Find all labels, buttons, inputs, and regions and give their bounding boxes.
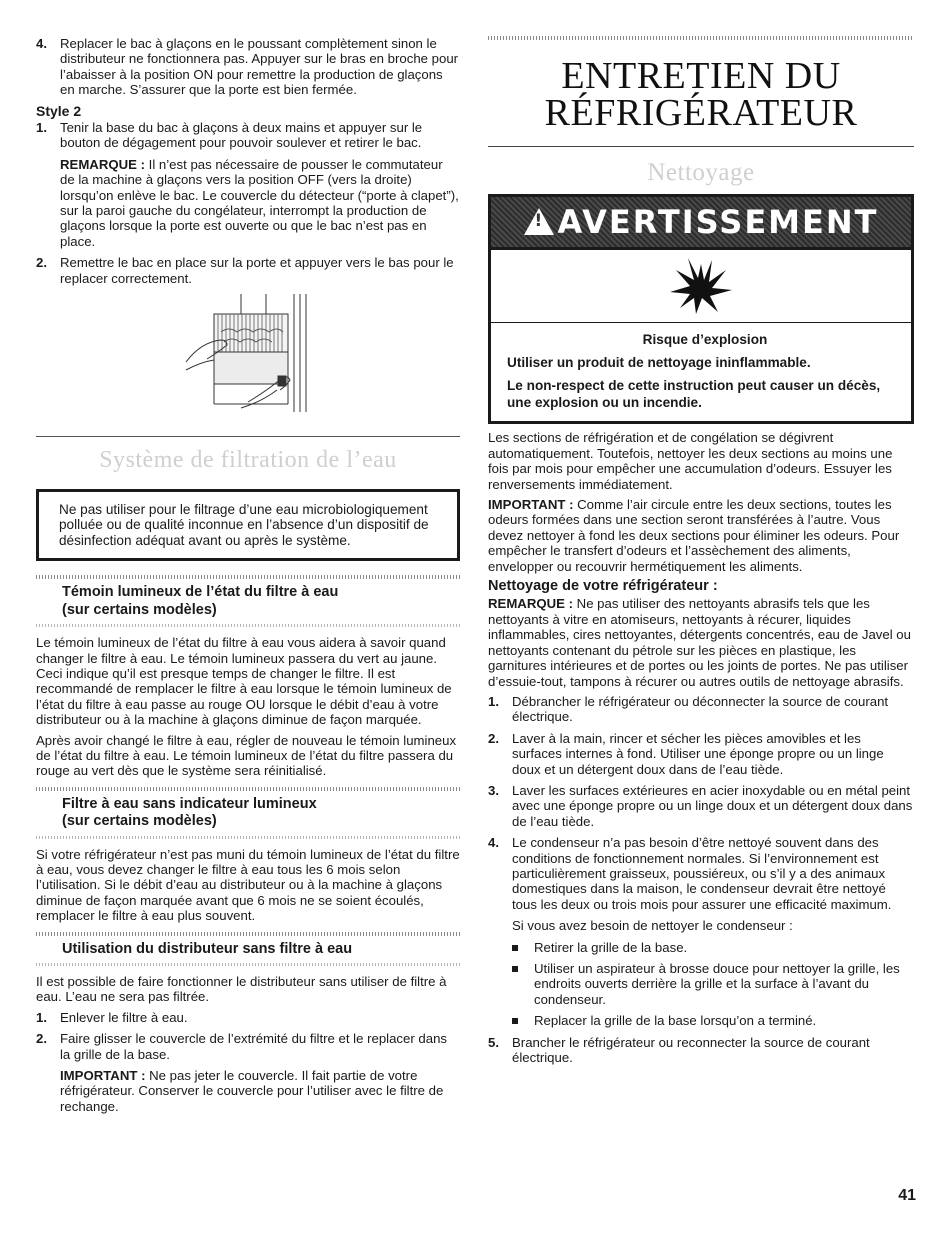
warning-body bbox=[491, 323, 911, 421]
filtration-warning-box bbox=[36, 489, 460, 562]
cleaning-step-2 bbox=[488, 731, 914, 777]
sans-subtitle: (sur certains modèles) bbox=[62, 813, 217, 830]
warning-line-2: Le non-respect de cette instruction peut causer un décès, une explosion ou un incendie. bbox=[507, 378, 881, 411]
bullet-item bbox=[488, 940, 914, 955]
remarque-text: Ne pas utiliser des nettoyants abrasifs tels que les nettoyants à vitre en atomiseurs, nettoyants à récurer, liquides inflammables, cires nettoyantes, détergents concentrés, eau de Javel ou nettoyants contenant du pétrole sur les pièces en plastique, les garnitures intérieures et de portes ou les joints de portes. Ne pas utiliser d’essuie-tout, tampons à récurer ou autres outils de nettoyage abrasifs. bbox=[488, 596, 911, 689]
step-text: Le condenseur n’a pas besoin d’être nettoyé souvent dans des conditions de fonctionnement normales. Si l’environnement est particulièrement graisseux, poussiéreux, ou s’il y a des animaux domestiques dans la maison, le condenseur devrait être nettoyé tous les deux ou trois mois pour assurer une efficacité maximum. bbox=[512, 835, 892, 912]
left-column bbox=[36, 36, 460, 1120]
step-number: 4. bbox=[36, 36, 47, 51]
remarque-label: REMARQUE : bbox=[488, 596, 573, 612]
style-2-heading: Style 2 bbox=[36, 102, 82, 119]
temoin-heading bbox=[36, 585, 460, 618]
step-text: Faire glisser le couvercle de l’extrémité du filtre et le replacer dans la grille de la base. bbox=[60, 1031, 448, 1062]
important-text: Comme l’air circule entre les deux sections, toutes les odeurs formées dans une section seront transférées à l’autre. Vous devez nettoyer à fond les deux sections pour éliminer les odeurs. Pour empêcher le transfert d’odeurs et l’assèchement des aliments, envelopper ou recouvrir hermétiquement les aliments. bbox=[488, 497, 900, 574]
title-line-2: RÉFRIGÉRATEUR bbox=[544, 92, 858, 134]
explosion-symbol bbox=[666, 256, 736, 316]
bullet-text: Utiliser un aspirateur à brosse douce pour nettoyer la grille, les endroits ouverts derrière la grille et la surface à l’avant du condenseur. bbox=[534, 961, 900, 1007]
note-text: Ne pas jeter le couvercle. Il fait partie de votre réfrigérateur. Conserver le couvercle pour l’utiliser avec le filtre de rechange. bbox=[60, 1068, 444, 1114]
warning-banner bbox=[491, 197, 911, 247]
cleaning-paragraph-2 bbox=[488, 497, 914, 574]
bullet-square-icon bbox=[512, 966, 518, 972]
bullet-text: Retirer la grille de la base. bbox=[534, 939, 688, 955]
ice-bin-drawing bbox=[36, 292, 460, 422]
step-number: 2. bbox=[36, 1031, 47, 1047]
note-label: IMPORTANT : bbox=[60, 1068, 146, 1084]
warning-line-1: Utiliser un produit de nettoyage ininflammable. bbox=[507, 355, 811, 371]
step-number: 5. bbox=[488, 1034, 499, 1050]
note-text: Il n’est pas nécessaire de pousser le commutateur de la machine à glaçons vers la position OFF (vers la droite) lorsqu’on enlève le bac. Le couvercle du détecteur (“porte à clapet”), sur la paroi gauche du congélateur, interrompt la production de glaçons lorsque la porte est ouverte ou que le bac n’est pas en place. bbox=[60, 156, 459, 249]
bullet-text: Replacer la grille de la base lorsqu’on a terminé. bbox=[534, 1013, 817, 1029]
right-column bbox=[488, 36, 914, 1071]
page-title bbox=[488, 55, 914, 134]
cleaning-step-4 bbox=[488, 835, 914, 912]
step-text: Laver les surfaces extérieures en acier inoxydable ou en métal peint avec une éponge propre ou un linge doux et un détergent doux dans de l’eau tiède. bbox=[512, 782, 913, 829]
step-number: 2. bbox=[488, 730, 499, 746]
step-number: 3. bbox=[488, 782, 499, 798]
sans-paragraph: Si votre réfrigérateur n’est pas muni du témoin lumineux de l’état du filtre à eau, vous devez changer le filtre à eau tous les 6 mois selon l’utilisation. Si le débit d’eau au distributeur ou à la machine à glaçons diminue de façon marquée avant que 6 mois ne se soient écoulés, remplacer le filtre à eau plus souvent. bbox=[36, 846, 460, 924]
bullet-item bbox=[488, 1013, 914, 1028]
note-label: REMARQUE : bbox=[60, 156, 145, 172]
sans-title: Filtre à eau sans indicateur lumineux bbox=[62, 795, 317, 812]
step-text: Débrancher le réfrigérateur ou déconnecter la source de courant électrique. bbox=[512, 693, 889, 725]
dotted-divider bbox=[36, 963, 460, 966]
step-number: 1. bbox=[36, 1009, 47, 1025]
step-number: 2. bbox=[36, 255, 47, 271]
cleaning-paragraph-1: Les sections de réfrigération et de congélation se dégivrent automatiquement. Toutefois, nettoyer les deux sections au moins une fois par mois pour empêcher une accumulation d’odeurs. Essuyer les renversements immédiatement. bbox=[488, 430, 893, 492]
dotted-divider bbox=[36, 932, 460, 936]
ice-bin-illustration bbox=[36, 292, 460, 422]
step-text: Tenir la base du bac à glaçons à deux mains et appuyer sur le bouton de dégagement pour pouvoir soulever et retirer le bac. bbox=[60, 120, 423, 151]
title-line-1: ENTRETIEN DU bbox=[561, 55, 841, 97]
explosion-icon bbox=[491, 250, 911, 322]
nettoyage-heading: Nettoyage bbox=[647, 159, 755, 186]
page-number: 41 bbox=[898, 1187, 916, 1204]
bullet-item bbox=[488, 961, 914, 1007]
temoin-paragraph-2: Après avoir changé le filtre à eau, régler de nouveau le témoin lumineux de l’état du filtre à eau. Le témoin lumineux de l’état du filtre passera du rouge au vert dès que le système sera réinitialisé. bbox=[36, 732, 457, 779]
dotted-divider bbox=[488, 36, 914, 40]
step-text: Remettre le bac en place sur la porte et appuyer vers le bas pour le replacer correctement. bbox=[60, 255, 454, 286]
step-number: 1. bbox=[488, 693, 499, 709]
step-number: 1. bbox=[36, 120, 47, 136]
filtration-heading: Système de filtration de l’eau bbox=[99, 447, 397, 474]
temoin-paragraph-1: Le témoin lumineux de l’état du filtre à eau vous aidera à savoir quand changer le filtre à eau. Le témoin lumineux passera du vert au jaune. Ceci indique qu’il est presque temps de changer le filtre. Il est recommandé de remplacer le filtre à eau lorsque le témoin lumineux de l’état du filtre à eau passe au rouge OU lorsque le débit d’eau à votre distributeur ou à la machine à glaçons diminue de façon marquée. bbox=[36, 635, 452, 728]
step-text: Replacer le bac à glaçons en le poussant complètement sinon le distributeur ne fonctionnera pas. Appuyer sur le bras en broche pour l’abaisser à la position ON pour remettre la production de glaçons en marche. S’assurer que la porte est bien fermée. bbox=[60, 36, 459, 98]
warning-box bbox=[488, 194, 914, 424]
warning-triangle-icon: ! bbox=[524, 208, 554, 235]
step-4 bbox=[36, 36, 460, 98]
dotted-divider bbox=[36, 836, 460, 839]
cleaning-remarque bbox=[488, 596, 914, 688]
cleaning-step-5 bbox=[488, 1035, 914, 1066]
bullet-square-icon bbox=[512, 1018, 518, 1024]
bullet-square-icon bbox=[512, 945, 518, 951]
important-label: IMPORTANT : bbox=[488, 497, 574, 513]
step-text: Laver à la main, rincer et sécher les pièces amovibles et les surfaces internes à fond. Utiliser une éponge propre ou un linge doux et un détergent doux dans de l’eau tiède. bbox=[512, 730, 884, 777]
title-rule bbox=[488, 146, 914, 147]
warning-word: AVERTISSEMENT bbox=[557, 202, 879, 241]
util-heading: Utilisation du distributeur sans filtre à eau bbox=[62, 940, 353, 957]
dotted-divider bbox=[36, 624, 460, 627]
sans-heading bbox=[36, 797, 460, 830]
util-step-2 bbox=[36, 1031, 460, 1062]
temoin-subtitle: (sur certains modèles) bbox=[62, 601, 217, 618]
remarque-note bbox=[36, 157, 460, 249]
util-step-1 bbox=[36, 1010, 460, 1025]
section-rule bbox=[36, 436, 460, 437]
temoin-title: Témoin lumineux de l’état du filtre à eau bbox=[62, 584, 339, 601]
style2-step-1 bbox=[36, 120, 460, 151]
dotted-divider bbox=[36, 787, 460, 791]
filtration-warning-text: Ne pas utiliser pour le filtrage d’une eau microbiologiquement polluée ou de qualité inconnue en l’absence d’un dispositif de désinfection adéquat avant ou après le système. bbox=[59, 501, 429, 548]
condenser-intro: Si vous avez besoin de nettoyer le condenseur : bbox=[512, 918, 793, 934]
style2-step-2 bbox=[36, 255, 460, 286]
cleaning-step-1 bbox=[488, 694, 914, 725]
util-paragraph: Il est possible de faire fonctionner le distributeur sans utiliser de filtre à eau. L’eau ne sera pas filtrée. bbox=[36, 974, 447, 1005]
step-text: Enlever le filtre à eau. bbox=[60, 1009, 188, 1025]
dotted-divider bbox=[36, 575, 460, 579]
step-number: 4. bbox=[488, 835, 499, 851]
util-important-note bbox=[36, 1068, 460, 1114]
cleaning-step-3 bbox=[488, 783, 914, 829]
step-text: Brancher le réfrigérateur ou reconnecter la source de courant électrique. bbox=[512, 1034, 870, 1066]
cleaning-subheading: Nettoyage de votre réfrigérateur : bbox=[488, 578, 718, 595]
risk-label: Risque d’explosion bbox=[642, 332, 768, 348]
